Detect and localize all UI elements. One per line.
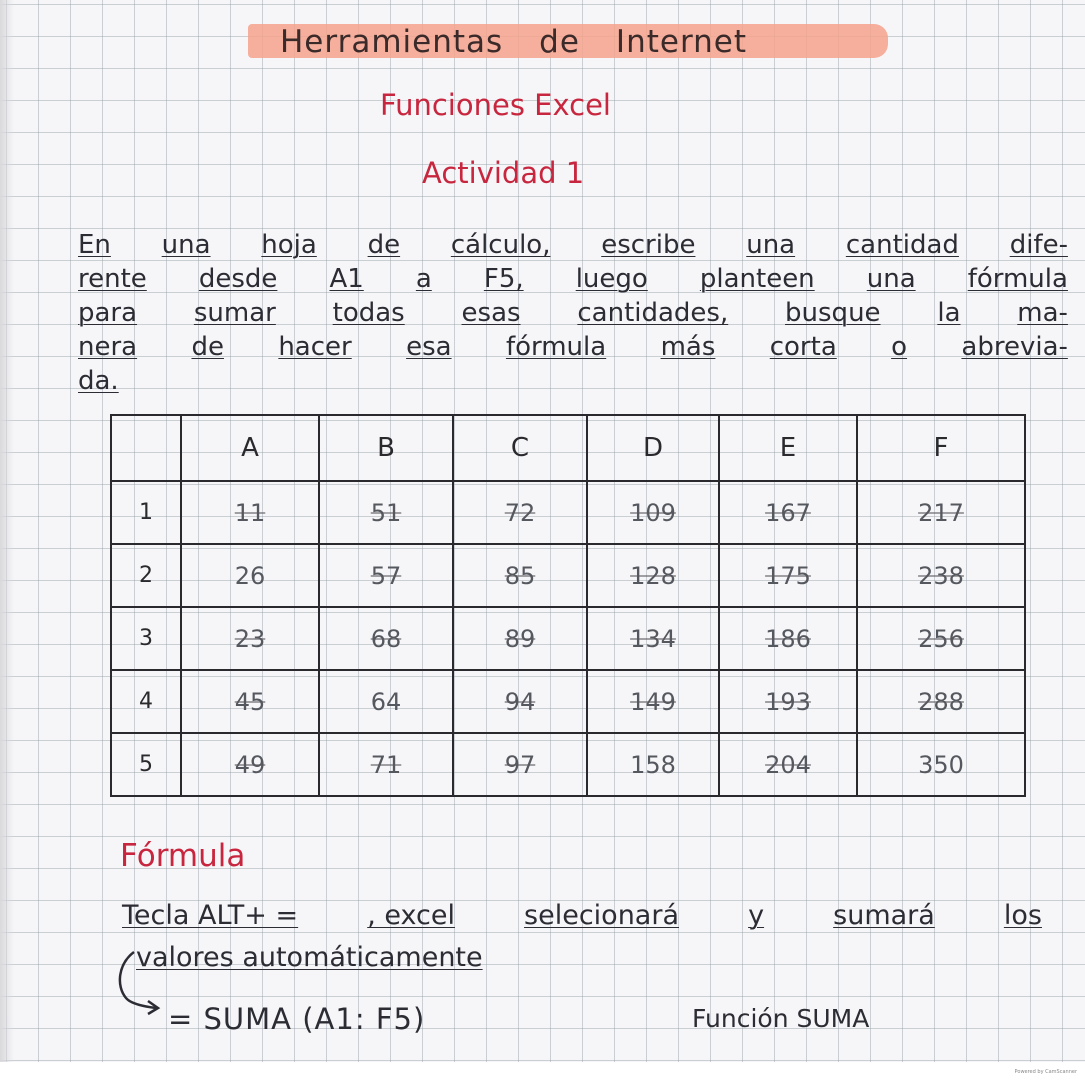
word: de	[367, 230, 401, 260]
row-header: 5	[111, 733, 181, 796]
table-cell: 11	[181, 481, 319, 544]
page-edge-shadow	[0, 0, 14, 1080]
table-cell: 109	[587, 481, 719, 544]
table-cell: 68	[319, 607, 453, 670]
table-cell: 49	[181, 733, 319, 796]
row-header: 3	[111, 607, 181, 670]
table-cell: 72	[453, 481, 587, 544]
column-header-e: E	[719, 415, 857, 481]
word: dife-	[1009, 230, 1068, 260]
table-cell: 51	[319, 481, 453, 544]
paragraph-line-5	[78, 364, 1068, 398]
spreadsheet-table	[110, 414, 1026, 797]
word: planteen	[699, 264, 815, 294]
column-header-c: C	[453, 415, 587, 481]
paragraph-line-1	[78, 228, 1068, 262]
word: sumar	[193, 298, 276, 328]
table-cell: 350	[857, 733, 1025, 796]
word: esas	[461, 298, 521, 328]
word: cantidad	[845, 230, 959, 260]
column-header-f: F	[857, 415, 1025, 481]
word: hacer	[278, 332, 352, 362]
word: busque	[785, 298, 881, 328]
word: una	[866, 264, 916, 294]
table-cell: 288	[857, 670, 1025, 733]
table-row	[111, 670, 1025, 733]
phrase: , excel	[367, 900, 455, 931]
table-cell: 45	[181, 670, 319, 733]
table-cell: 186	[719, 607, 857, 670]
table-cell: 193	[719, 670, 857, 733]
word: todas	[332, 298, 405, 328]
word: ma-	[1017, 298, 1068, 328]
header-corner	[111, 415, 181, 481]
word: una	[161, 230, 211, 260]
title-word-3: Internet	[615, 24, 748, 60]
formula-heading: Fórmula	[120, 838, 246, 874]
word: abrevia-	[961, 332, 1068, 362]
table-cell: 85	[453, 544, 587, 607]
instructions-paragraph	[78, 228, 1068, 398]
phrase: selecionará	[524, 900, 679, 931]
table-row	[111, 733, 1025, 796]
table-cell: 23	[181, 607, 319, 670]
table-cell: 256	[857, 607, 1025, 670]
word: luego	[575, 264, 648, 294]
activity-title: Actividad 1	[422, 156, 585, 190]
paragraph-line-2	[78, 262, 1068, 296]
word: En	[78, 230, 111, 260]
table-cell: 26	[181, 544, 319, 607]
formula-expression: = SUMA (A1: F5)	[168, 1002, 426, 1036]
table-cell: 204	[719, 733, 857, 796]
row-header: 2	[111, 544, 181, 607]
table-cell: 217	[857, 481, 1025, 544]
word: fórmula	[967, 264, 1068, 294]
word: más	[660, 332, 716, 362]
word: nera	[78, 332, 138, 362]
word: da.	[78, 366, 119, 396]
column-header-b: B	[319, 415, 453, 481]
table-cell: 57	[319, 544, 453, 607]
table-cell: 94	[453, 670, 587, 733]
word: o	[891, 332, 908, 362]
paragraph-line-3	[78, 296, 1068, 330]
phrase: y	[748, 900, 765, 931]
word: para	[78, 298, 138, 328]
page-title	[280, 24, 747, 60]
table-cell: 71	[319, 733, 453, 796]
word: rente	[78, 264, 147, 294]
row-header: 4	[111, 670, 181, 733]
word: F5,	[483, 264, 524, 294]
column-header-a: A	[181, 415, 319, 481]
word: una	[746, 230, 796, 260]
phrase: sumará	[833, 900, 935, 931]
row-header: 1	[111, 481, 181, 544]
subtitle: Funciones Excel	[380, 88, 611, 122]
table-cell: 97	[453, 733, 587, 796]
title-word-2: de	[539, 24, 580, 60]
table-cell: 64	[319, 670, 453, 733]
word: cantidades,	[577, 298, 729, 328]
column-header-d: D	[587, 415, 719, 481]
table-cell: 149	[587, 670, 719, 733]
function-label: Función SUMA	[692, 1004, 870, 1033]
page-bottom-margin	[0, 1062, 1085, 1080]
table-cell: 158	[587, 733, 719, 796]
word: fórmula	[505, 332, 607, 362]
table-row	[111, 544, 1025, 607]
scanner-watermark: Powered by CamScanner	[1014, 1069, 1077, 1075]
table-cell: 89	[453, 607, 587, 670]
table-cell: 175	[719, 544, 857, 607]
word: cálculo,	[450, 230, 551, 260]
phrase: Tecla ALT+ =	[122, 900, 299, 931]
phrase: los	[1003, 900, 1042, 931]
table-cell: 134	[587, 607, 719, 670]
table-row	[111, 481, 1025, 544]
table-cell: 238	[857, 544, 1025, 607]
word: a	[415, 264, 432, 294]
formula-explanation-line-2: valores automáticamente	[136, 942, 483, 973]
table-header-row	[111, 415, 1025, 481]
title-word-1: Herramientas	[280, 24, 504, 60]
formula-explanation-line-1	[122, 900, 1042, 931]
word: de	[191, 332, 224, 362]
word: corta	[769, 332, 837, 362]
word: escribe	[601, 230, 696, 260]
word: A1	[329, 264, 364, 294]
table-cell: 128	[587, 544, 719, 607]
word: desde	[198, 264, 278, 294]
curved-arrow-icon	[112, 946, 172, 1016]
word: la	[937, 298, 961, 328]
word: esa	[406, 332, 452, 362]
paragraph-line-4	[78, 330, 1068, 364]
word: hoja	[261, 230, 317, 260]
table-cell: 167	[719, 481, 857, 544]
table-row	[111, 607, 1025, 670]
